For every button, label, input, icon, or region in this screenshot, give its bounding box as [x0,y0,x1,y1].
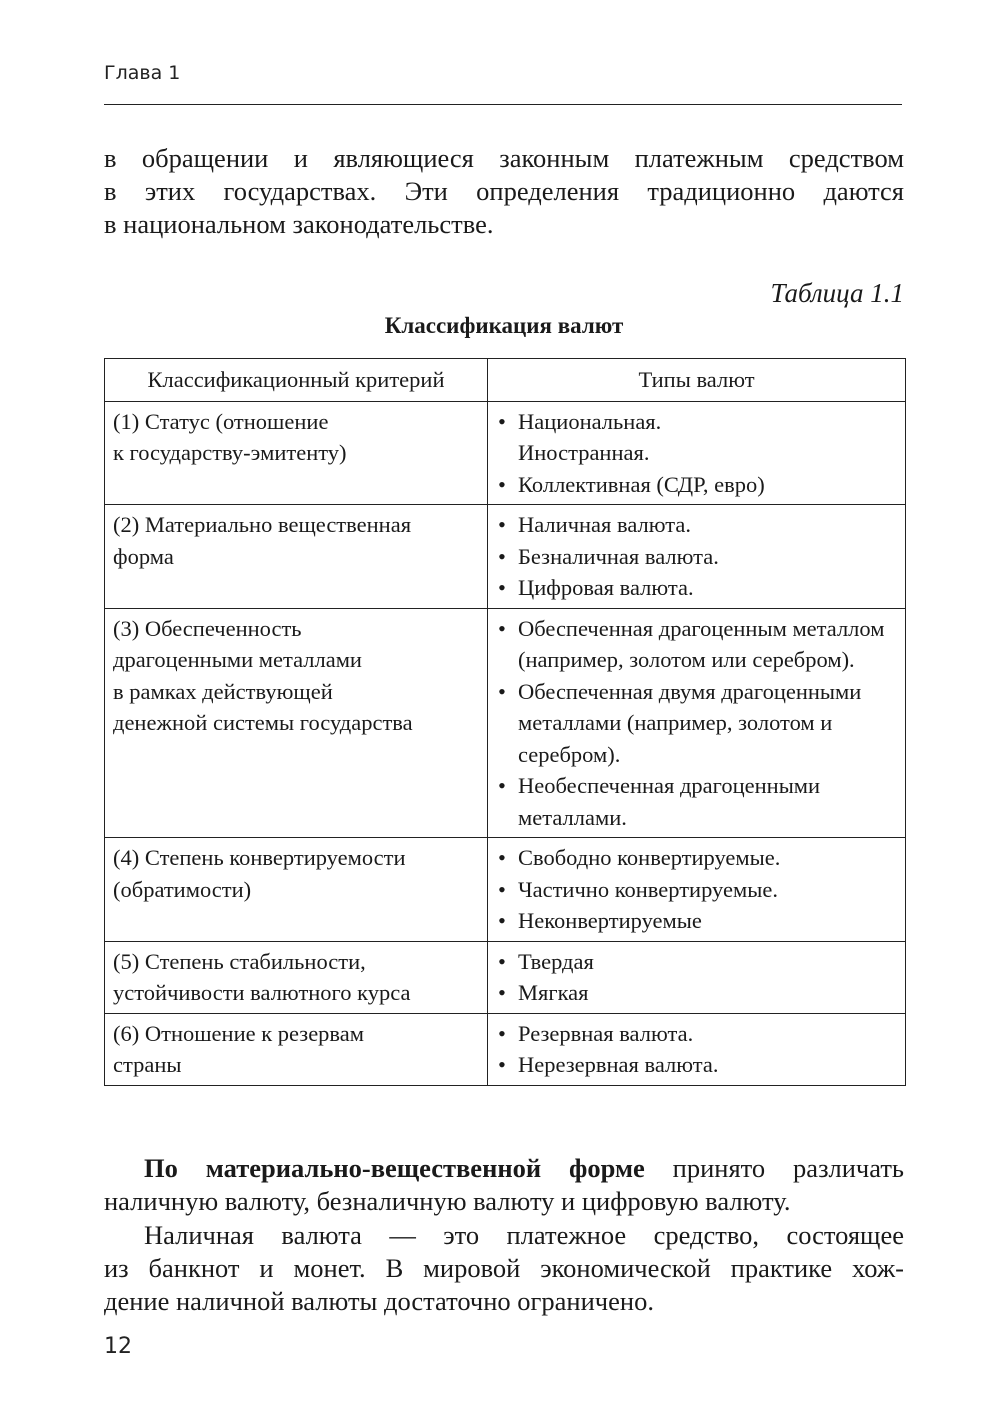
currency-type-item: • Нерезервная валюта. [496,1049,897,1081]
table-body [105,401,906,1085]
paragraph-line: в национальном законодательстве. [104,209,494,239]
column-header-types: Типы валют [488,359,906,402]
criterion-cell: (6) Отношение к резервам страны [105,1013,488,1085]
paragraph-line: в обращении и являющиеся законным платежным средством [104,143,904,173]
currency-type-item: • Частично конвертируемые. [496,874,897,906]
paragraph-line: в этих государствах. Эти определения традиционно даются [104,176,904,206]
currency-type-item: • Наличная валюта. [496,509,897,541]
criterion-cell: (1) Статус (отношение к государству-эмитенту) [105,401,488,505]
types-cell [488,505,906,609]
table-row [105,401,906,505]
table-row [105,1013,906,1085]
types-cell [488,838,906,942]
currency-type-item: • Свободно конвертируемые. [496,842,897,874]
currency-type-item: • Обеспеченная драгоценным металлом (например, золотом или серебром). [496,613,897,676]
currency-type-item: Иностранная. [518,440,650,465]
bold-term: По материально-вещественной форме [144,1153,645,1183]
currency-type-item: • Резервная валюта. [496,1018,897,1050]
types-cell [488,401,906,505]
criterion-cell: (3) Обеспеченность драгоценными металлами в рамках действующей денежной системы государства [105,608,488,838]
currency-type-item: • Твердая [496,946,897,978]
types-list [496,946,897,1009]
types-list [496,1018,897,1081]
cash-paragraph [104,1219,904,1318]
currency-type-item: • Национальная. [496,406,897,438]
paragraph-line: дение наличной валюты достаточно ограничено. [104,1286,654,1316]
table-row [105,941,906,1013]
types-cell [488,1013,906,1085]
types-list [496,842,897,937]
types-list [496,406,897,501]
paragraph-line: из банкнот и монет. В мировой экономической практике хож- [104,1253,904,1283]
intro-paragraph [104,142,904,241]
currency-type-item: • Неконвертируемые [496,905,897,937]
column-header-criterion: Классификационный критерий [105,359,488,402]
header-divider [104,104,902,105]
currency-type-item: • Мягкая [496,977,897,1009]
table-header-row [105,359,906,402]
table-row [105,838,906,942]
currency-type-item: • Цифровая валюта. [496,572,897,604]
criterion-cell: (4) Степень конвертируемости (обратимости) [105,838,488,942]
criterion-cell: (5) Степень стабильности, устойчивости валютного курса [105,941,488,1013]
paragraph-text: принято различать [644,1153,905,1183]
page-number: 12 [104,1334,132,1359]
paragraph-line [104,1152,904,1185]
currency-type-item: • Коллективная (СДР, евро) [496,469,897,501]
currency-classification-table [104,358,906,1086]
table-number: Таблица 1.1 [770,278,904,308]
form-paragraph [104,1152,904,1218]
currency-type-item: • Безналичная валюта. [496,541,897,573]
types-list [496,613,897,834]
criterion-cell: (2) Материально вещественная форма [105,505,488,609]
currency-type-item: • Необеспеченная драгоценными металлами. [496,770,897,833]
types-list [496,509,897,604]
paragraph-line: Наличная валюта — это платежное средство, состоящее [144,1220,904,1250]
paragraph-line: наличную валюту, безналичную валюту и цифровую валюту. [104,1186,791,1216]
types-cell [488,608,906,838]
types-cell [488,941,906,1013]
currency-type-item: • Обеспеченная двумя драгоценными металлами (например, золотом и серебром). [496,676,897,771]
table-row [105,608,906,838]
running-header: Глава 1 [104,62,181,84]
table-title: Классификация валют [384,313,624,338]
table-row [105,505,906,609]
